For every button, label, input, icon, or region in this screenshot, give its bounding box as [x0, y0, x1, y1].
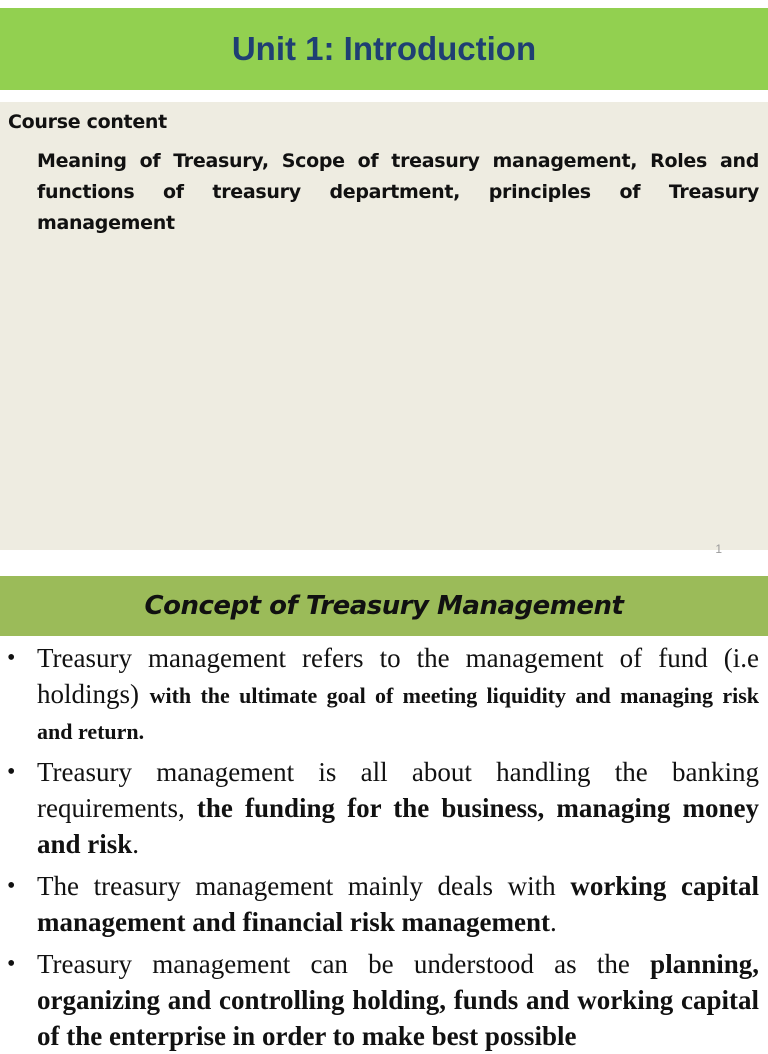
- bullet-bold-text: the funding for the business, managing money and risk: [37, 793, 759, 859]
- slide1-title: Unit 1: Introduction: [231, 30, 537, 67]
- bullet-bold-text: planning, organizing and controlling holding, funds and working capital of the enterprise in order to make best possible: [37, 949, 759, 1051]
- slide1-body: [0, 102, 768, 556]
- bullet-list: [0, 640, 768, 1054]
- slide2-title-bar: [0, 576, 768, 636]
- bullet-text: Treasury management is all about handling the banking requirements,: [37, 757, 759, 823]
- bullet-item: [0, 640, 759, 748]
- page-number: 1: [715, 542, 722, 556]
- bullet-icon: •: [7, 951, 16, 977]
- bullet-text: Treasury management refers to the management of fund (i.e holdings): [37, 643, 759, 709]
- bullet-icon: •: [7, 759, 16, 785]
- bullet-text: Treasury management can be understood as the: [37, 949, 651, 979]
- bullet-bold-text: with the ultimate goal of meeting liquidity and managing risk and return.: [37, 683, 759, 744]
- bullet-icon: •: [7, 873, 16, 899]
- bullet-bold-text: working capital management and financial risk management: [37, 871, 760, 937]
- bullet-item: [0, 868, 759, 940]
- bullet-text-end: .: [132, 829, 140, 859]
- course-content-heading: Course content: [8, 111, 167, 133]
- slide1-title-bar: [0, 8, 768, 90]
- bullet-text-end: .: [550, 907, 557, 937]
- slide2-title: Concept of Treasury Management: [144, 591, 624, 621]
- bullet-item: [0, 946, 759, 1054]
- bullet-item: [0, 754, 759, 862]
- bullet-text: The treasury management mainly deals with: [37, 871, 571, 901]
- bullet-icon: •: [7, 645, 16, 671]
- course-content-text: Meaning of Treasury, Scope of treasury management, Roles and functions of treasury department, principles of Treasury management: [37, 150, 759, 234]
